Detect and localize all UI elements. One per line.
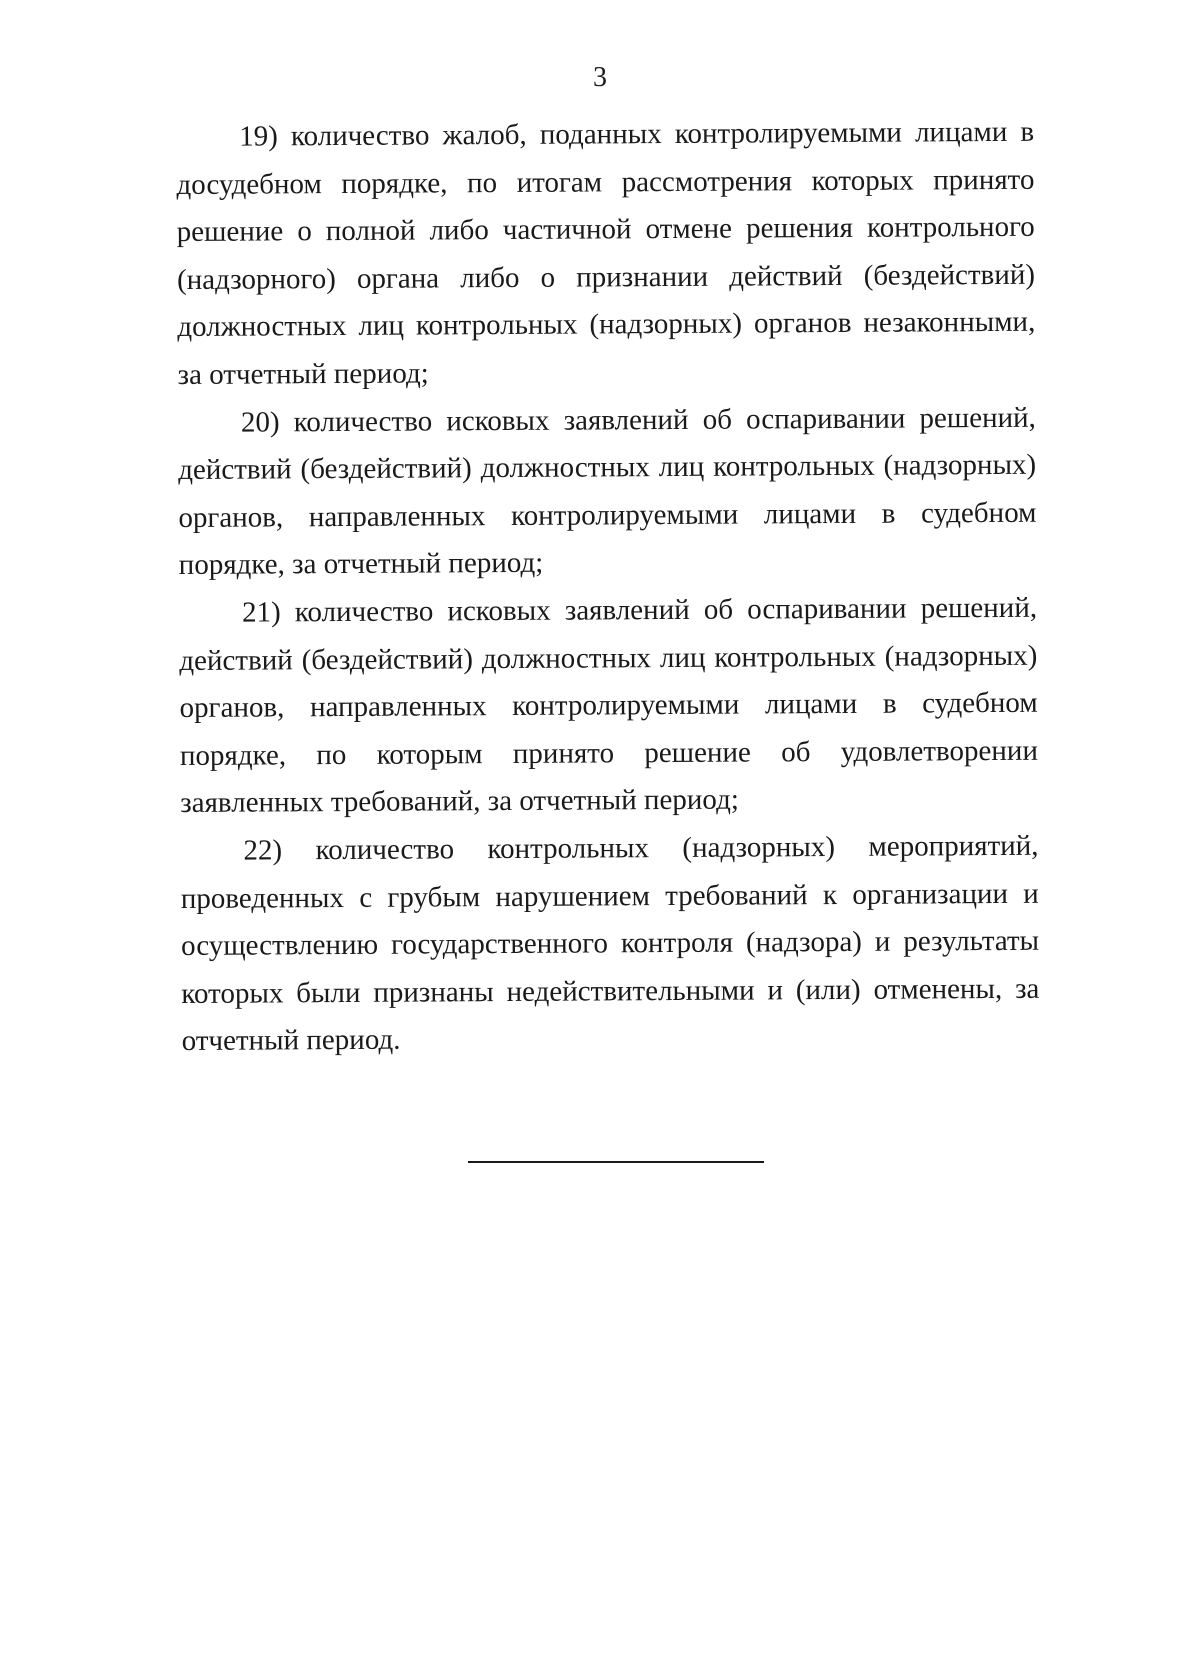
- page-number: 3: [593, 62, 607, 93]
- list-item-21: 21) количество исковых заявлений об оспаривании решений, действий (бездействий) должностных лиц контрольных (надзорных) органов, направленных контролируемыми лицами в судебном порядке, по которым принято решение об удовлетворении заявленных требований, за отчетный период;: [179, 591, 1039, 820]
- list-item-20: 20) количество исковых заявлений об оспаривании решений, действий (бездействий) должностных лиц контрольных (надзорных) органов, направленных контролируемыми лицами в судебном порядке, за отчетный период;: [178, 401, 1037, 582]
- list-item-19: 19) количество жалоб, поданных контролируемыми лицами в досудебном порядке, по итогам рассмотрения которых принято решение о полной либо частичной отмене решения контрольного (надзорного) органа либо о признании действий (бездействий) должностных лиц контрольных (надзорных) органов незаконными, за отчетный период;: [176, 115, 1036, 391]
- end-separator-line: [468, 1161, 764, 1163]
- list-item-22: 22) количество контрольных (надзорных) мероприятий, проведенных с грубым нарушением требований к организации и осуществлению государственного контроля (надзора) и результаты которых были признаны недействительными и (или) отменены, за отчетный период.: [180, 829, 1040, 1058]
- document-body: [176, 109, 1040, 1066]
